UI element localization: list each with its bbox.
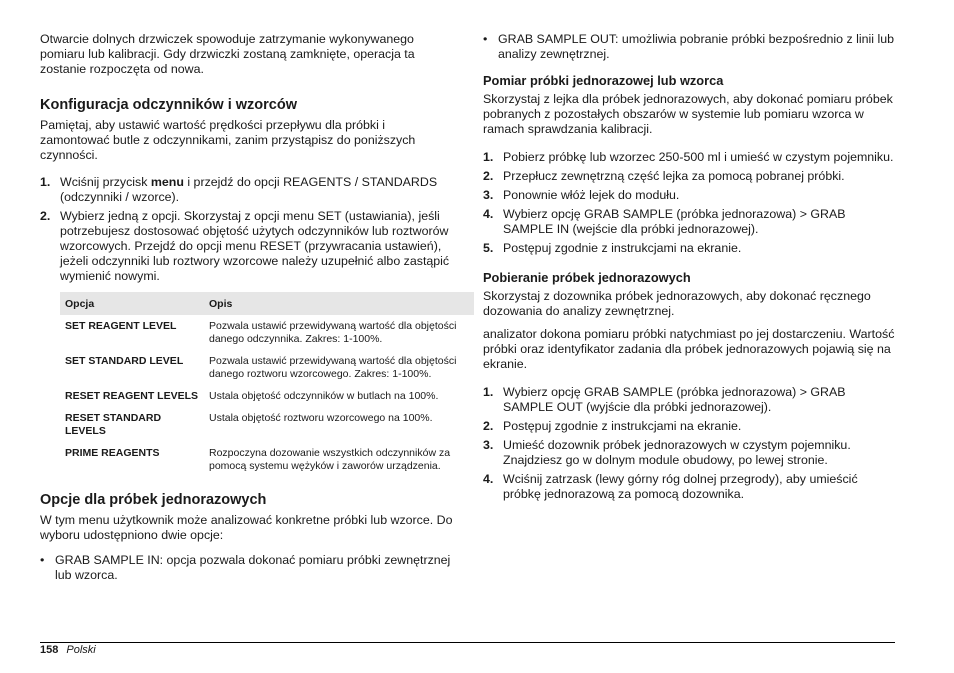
list-item — [483, 385, 895, 415]
table-row — [60, 350, 474, 385]
bullet-text: GRAB SAMPLE IN: opcja pozwala dokonać pomiaru próbki zewnętrznej lub wzorca. — [55, 553, 451, 582]
table-cell-description: Ustala objętość odczynników w butlach na 100%. — [209, 390, 439, 402]
right-column — [483, 32, 895, 502]
list-item — [483, 169, 895, 184]
bullet-text: GRAB SAMPLE OUT: umożliwia pobranie próbki bezpośrednio z linii lub analizy zewnętrznej. — [498, 32, 894, 61]
table-cell-option: SET REAGENT LEVEL — [65, 320, 177, 332]
table-row — [60, 385, 474, 407]
step-text-post: i przejdź do opcji REAGENTS / STANDARDS (odczynniki / wzorce). — [60, 175, 438, 204]
bullet-icon: • — [40, 553, 45, 567]
list-item — [483, 207, 895, 237]
step-text: Umieść dozownik próbek jednorazowych w czystym pojemniku. Znajdziesz go w dolnym module obudowy, po lewej stronie. — [503, 438, 851, 467]
step-number: 3. — [483, 188, 494, 202]
step-number: 5. — [483, 241, 494, 255]
measure-paragraph: Skorzystaj z lejka dla próbek jednorazowych, aby dokonać pomiaru próbek pobranych z pozostałych obszarów w systemie lub pomiaru wzorca w ramach sprawdzania kalibracji. — [483, 92, 893, 136]
page-footer — [40, 643, 96, 657]
step-text: Pobierz próbkę lub wzorzec 250-500 ml i umieść w czystym pojemniku. — [503, 150, 894, 164]
table-cell-option: RESET STANDARD LEVELS — [65, 412, 162, 437]
footer-divider — [40, 642, 895, 643]
list-item — [40, 175, 456, 205]
heading-grab-sample-options: Opcje dla próbek jednorazowych — [40, 492, 267, 508]
step-text: Wciśnij zatrzask (lewy górny róg dolnej przegrody), aby umieścić próbkę jednorazową za pomocą dozownika. — [503, 472, 858, 501]
table-header-description: Opis — [204, 292, 474, 315]
left-column — [40, 32, 456, 583]
grab-options-paragraph: W tym menu użytkownik może analizować konkretne próbki lub wzorce. Do wyboru udostępniono dwie opcje: — [40, 513, 453, 542]
list-item — [483, 438, 895, 468]
table-cell-description: Ustala objętość roztworu wzorcowego na 100%. — [209, 412, 433, 424]
step-number: 1. — [483, 150, 494, 164]
step-text: Postępuj zgodnie z instrukcjami na ekranie. — [503, 241, 742, 255]
heading-measure-grab-sample: Pomiar próbki jednorazowej lub wzorca — [483, 73, 724, 88]
table-row — [60, 315, 474, 350]
list-item — [483, 472, 895, 502]
step-text: Wybierz jedną z opcji. Skorzystaj z opcji menu SET (ustawiania), jeśli potrzebujesz dostosować objętość użytych odczynników lub roztworów wzorcowych. Przejdź do opcji menu RESET (przywracania ustawień), jeżeli odczynniki lub roztwory wzorcowe należy uzupełnić albo zastąpić wymienić nowymi. — [60, 209, 450, 283]
list-item — [483, 241, 895, 256]
list-item — [483, 150, 895, 165]
table-cell-description: Pozwala ustawić przewidywaną wartość dla objętości danego odczynnika. Zakres: 1-100%. — [209, 320, 457, 345]
table-cell-option: SET STANDARD LEVEL — [65, 355, 184, 367]
list-item — [483, 419, 895, 434]
intro-paragraph: Otwarcie dolnych drzwiczek spowoduje zatrzymanie wykonywanego pomiaru lub kalibracji. Gdy drzwiczki zostaną zamknięte, operacja ta zostanie rozpoczęta od nowa. — [40, 32, 415, 76]
step-number: 3. — [483, 438, 494, 452]
step-text: Przepłucz zewnętrzną część lejka za pomocą pobranej próbki. — [503, 169, 845, 183]
heading-reagents-standards: Konfiguracja odczynników i wzorców — [40, 97, 297, 113]
step-number: 4. — [483, 472, 494, 486]
step-text-pre: Wciśnij przycisk — [60, 175, 151, 189]
footer-language: Polski — [66, 644, 96, 656]
heading-collect-grab-samples: Pobieranie próbek jednorazowych — [483, 270, 691, 285]
list-item — [40, 209, 456, 284]
step-number: 2. — [40, 209, 51, 223]
table-row — [60, 407, 474, 442]
step-text: Wybierz opcję GRAB SAMPLE (próbka jednorazowa) > GRAB SAMPLE IN (wejście dla próbki jednorazowej). — [503, 207, 846, 236]
table-row — [60, 442, 474, 477]
table-header-option: Opcja — [60, 292, 204, 315]
grab-options-list — [40, 553, 456, 583]
menu-key-name: menu — [150, 175, 184, 189]
step-number: 1. — [483, 385, 494, 399]
step-text: Wybierz opcję GRAB SAMPLE (próbka jednorazowa) > GRAB SAMPLE OUT (wyjście dla próbki jednorazowej). — [503, 385, 846, 414]
collect-steps — [483, 385, 895, 502]
table-header-row — [60, 292, 474, 315]
page-number: 158 — [40, 644, 59, 656]
table-cell-description: Pozwala ustawić przewidywaną wartość dla objętości danego roztworu wzorcowego. Zakres: 1-100%. — [209, 355, 457, 380]
measure-steps — [483, 150, 895, 256]
table-cell-description: Rozpoczyna dozowanie wszystkich odczynników za pomocą systemu wężyków i zaworów urządzenia. — [209, 447, 451, 472]
step-text: Ponownie włóż lejek do modułu. — [503, 188, 680, 202]
step-number: 2. — [483, 419, 494, 433]
table-cell-option: PRIME REAGENTS — [65, 447, 160, 459]
options-table — [60, 292, 474, 477]
step-number: 4. — [483, 207, 494, 221]
reagents-steps — [40, 175, 456, 284]
reagents-paragraph: Pamiętaj, aby ustawić wartość prędkości przepływu dla próbki i zamontować butle z odczynnikami, zanim przystąpisz do poniższych czynności. — [40, 118, 416, 162]
bullet-icon: • — [483, 32, 488, 46]
list-item — [483, 32, 895, 62]
step-text: Postępuj zgodnie z instrukcjami na ekranie. — [503, 419, 742, 433]
analyzer-paragraph: analizator dokona pomiaru próbki natychmiast po jej dostarczeniu. Wartość próbki oraz identyfikator zadania dla próbek jednorazowych pojawią się na ekranie. — [483, 327, 895, 371]
table-cell-option: RESET REAGENT LEVELS — [65, 390, 199, 402]
collect-paragraph: Skorzystaj z dozownika próbek jednorazowych, aby dokonać ręcznego dozowania do analizy zewnętrznej. — [483, 289, 871, 318]
step-number: 1. — [40, 175, 51, 189]
list-item — [40, 553, 456, 583]
step-number: 2. — [483, 169, 494, 183]
list-item — [483, 188, 895, 203]
grab-options-list-continued — [483, 32, 895, 62]
